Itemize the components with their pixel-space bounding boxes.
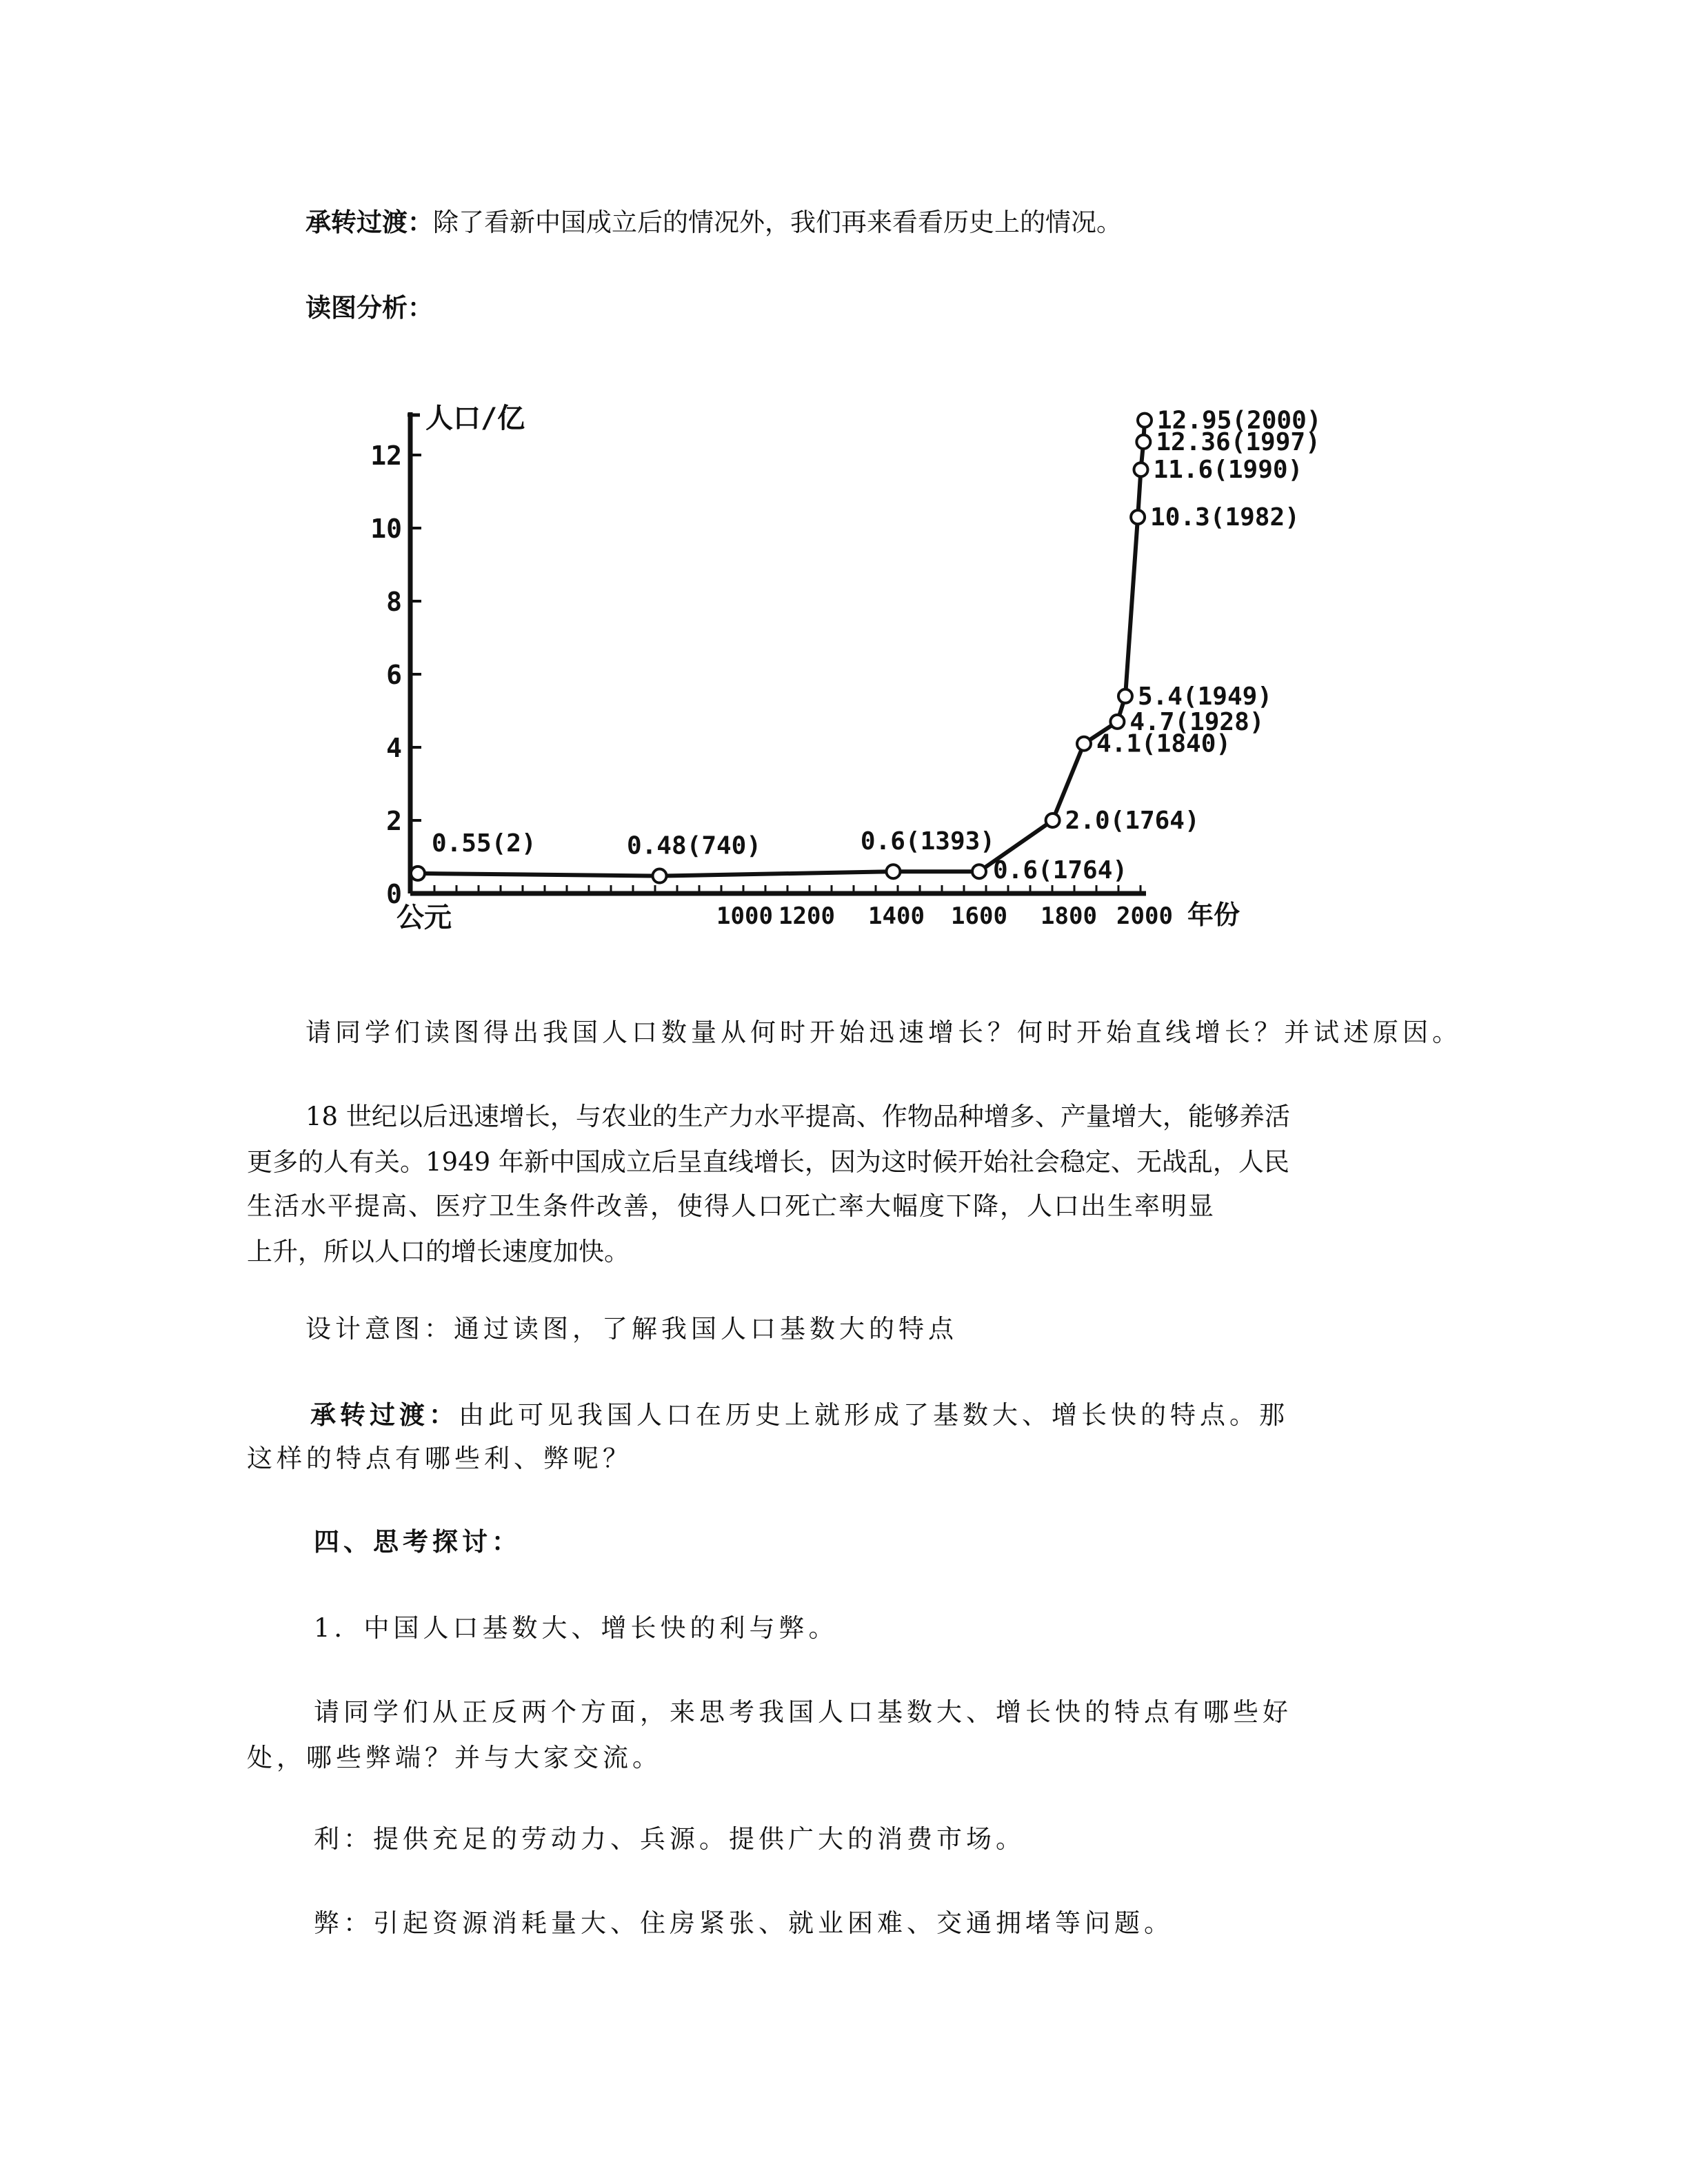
data-point xyxy=(972,865,986,878)
answer-line-3: 生活水平提高、医疗卫生条件改善，使得人口死亡率大幅度下降，人口出生率明显 xyxy=(247,1191,1215,1221)
data-label: 0.55(2) xyxy=(431,829,536,858)
transition2-label: 承转过渡： xyxy=(310,1399,459,1430)
population-chart xyxy=(359,372,1322,944)
data-point xyxy=(411,867,425,880)
chart-series xyxy=(418,421,1145,876)
item-1: 1．中国人口基数大、增长快的利与弊。 xyxy=(314,1613,838,1643)
data-label: 11.6(1990) xyxy=(1153,456,1303,485)
data-point xyxy=(886,865,900,878)
y-tick-label: 12 xyxy=(370,441,402,471)
x-tick-label: 1000 xyxy=(716,902,773,930)
data-label: 4.7(1928) xyxy=(1129,707,1265,736)
x-tick-label: 1800 xyxy=(1041,902,1097,930)
transition-text: 除了看新中国成立后的情况外，我们再来看看历史上的情况。 xyxy=(433,208,1122,237)
data-point xyxy=(1077,737,1091,751)
y-tick-label: 4 xyxy=(386,733,402,763)
y-tick-label: 10 xyxy=(370,514,402,544)
x-tick-label: 1400 xyxy=(868,902,925,930)
cons-text: 弊：引起资源消耗量大、住房紧张、就业困难、交通拥堵等问题。 xyxy=(314,1908,1174,1938)
answer-line-2: 更多的人有关。1949 年新中国成立后呈直线增长，因为这时候开始社会稳定、无战乱，人民 xyxy=(247,1147,1289,1177)
chart-labels xyxy=(370,403,1321,933)
data-point xyxy=(1131,510,1145,524)
x-tick-label: 2000 xyxy=(1116,902,1173,930)
data-point xyxy=(1134,463,1148,476)
data-label: 0.6(1764) xyxy=(993,856,1128,885)
chart-points xyxy=(411,414,1152,883)
transition-paragraph xyxy=(305,204,1122,241)
x-tick-label: 1200 xyxy=(778,902,835,930)
data-point xyxy=(1110,715,1124,729)
data-label: 2.0(1764) xyxy=(1065,807,1200,835)
y-tick-label: 2 xyxy=(386,806,402,836)
data-label: 12.95(2000) xyxy=(1157,406,1322,435)
prompt-line-2: 处，哪些弊端？并与大家交流。 xyxy=(247,1743,662,1772)
answer-line-4: 上升，所以人口的增长速度加快。 xyxy=(247,1237,630,1266)
y-tick-label: 6 xyxy=(386,660,402,690)
transition2-text: 由此可见我国人口在历史上就形成了基数大、增长快的特点。那 xyxy=(459,1400,1289,1430)
data-point xyxy=(1046,813,1060,827)
pros-text: 利：提供充足的劳动力、兵源。提供广大的消费市场。 xyxy=(314,1824,1025,1854)
data-label: 5.4(1949) xyxy=(1137,682,1273,711)
question-text: 请同学们读图得出我国人口数量从何时开始迅速增长？何时开始直线增长？并试述原因。 xyxy=(305,1018,1462,1047)
transition2-paragraph xyxy=(310,1397,1289,1433)
transition2-line2: 这样的特点有哪些利、弊呢？ xyxy=(247,1444,632,1473)
data-point xyxy=(1136,435,1150,449)
data-label: 12.36(1997) xyxy=(1156,427,1320,456)
y-axis-label: 人口/亿 xyxy=(425,403,525,434)
x-tick-label: 1600 xyxy=(951,902,1007,930)
x-axis-suffix: 年份 xyxy=(1187,900,1240,930)
read-chart-heading: 读图分析： xyxy=(305,292,433,323)
data-point xyxy=(1138,414,1152,427)
design-intent: 设计意图：通过读图，了解我国人口基数大的特点 xyxy=(305,1314,958,1344)
transition-label: 承转过渡： xyxy=(305,207,433,237)
chart-ticks xyxy=(410,455,1141,893)
data-label: 4.1(1840) xyxy=(1096,729,1232,758)
origin-label: 公元 xyxy=(396,902,452,933)
section4-heading: 四、思考探讨： xyxy=(314,1526,521,1557)
data-point xyxy=(1118,689,1132,703)
y-tick-label: 0 xyxy=(386,879,402,909)
data-point xyxy=(653,869,667,883)
population-line xyxy=(418,421,1145,876)
answer-line-1: 18 世纪以后迅速增长，与农业的生产力水平提高、作物品种增多、产量增大，能够养活 xyxy=(305,1102,1290,1131)
y-tick-label: 8 xyxy=(386,587,402,617)
data-label: 0.48(740) xyxy=(626,831,762,860)
prompt-line-1: 请同学们从正反两个方面，来思考我国人口基数大、增长快的特点有哪些好 xyxy=(314,1697,1292,1727)
data-label: 0.6(1393) xyxy=(860,827,995,856)
chart-axes xyxy=(408,412,1146,893)
data-label: 10.3(1982) xyxy=(1150,503,1300,532)
